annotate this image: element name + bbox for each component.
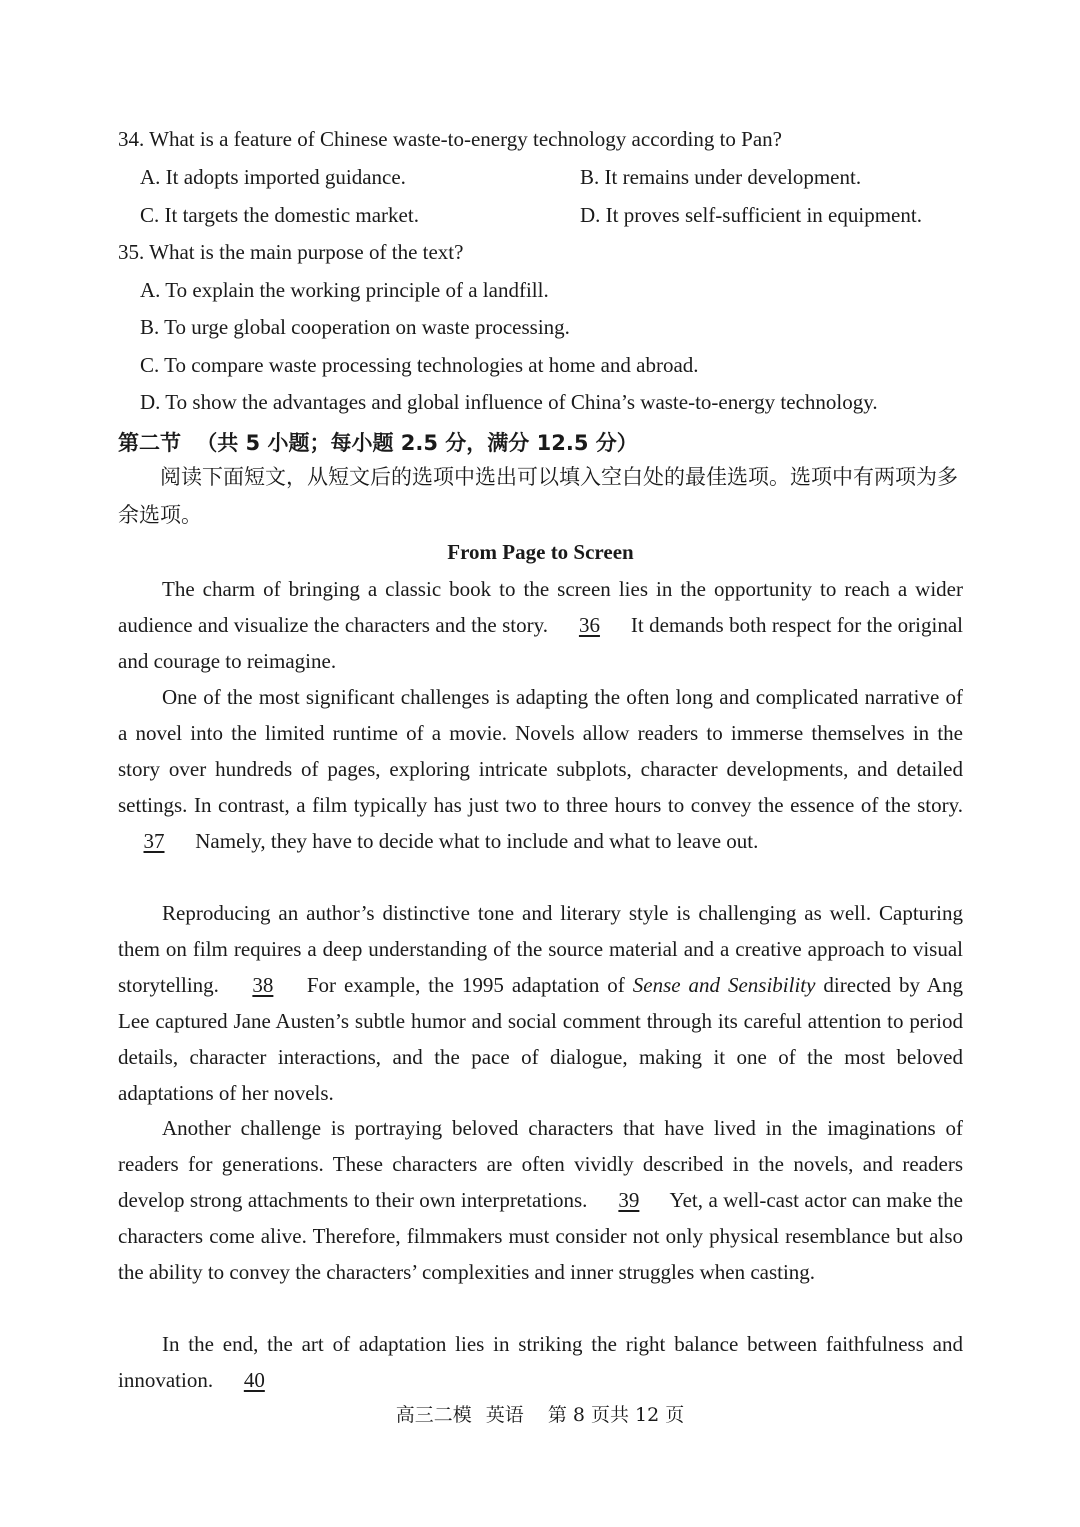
- question-34-option-d: D. It proves self-sufficient in equipment.: [580, 203, 922, 227]
- paragraph-3-text-c: directed by Ang Lee captured Jane Austen’s subtle humor and social comment through its careful attention to period details, character interactions, and the pace of dialogue, making it one of the most beloved adaptations of her novels.: [118, 973, 963, 1105]
- question-35-option-b: B. To urge global cooperation on waste processing.: [140, 315, 570, 339]
- paragraph-4-text-a: Another challenge is portraying beloved characters that have lived in the imaginations of readers for generations. These characters are often vividly described in the novels, and readers develop strong attachments to their own interpretations.: [118, 1116, 963, 1212]
- paragraph-4-text-b: Yet, a well-cast actor can make the characters come alive. Therefore, filmmakers must consider not only physical resemblance but also the ability to convey the characters’ complexities and inner struggles when casting.: [118, 1188, 963, 1284]
- blank-37: 37: [143, 829, 165, 853]
- footer-subject: 英语: [485, 1404, 524, 1426]
- paragraph-2-text-b: Namely, they have to decide what to include and what to leave out.: [190, 829, 759, 853]
- question-35-option-c: C. To compare waste processing technologies at home and abroad.: [140, 353, 699, 377]
- question-35-option-d: D. To show the advantages and global influence of China’s waste-to-energy technology.: [140, 390, 878, 414]
- page-footer: [0, 1400, 1080, 1427]
- paragraph-1-text-b: It demands both respect for the original and courage to reimagine.: [118, 613, 963, 673]
- passage-paragraph-3: [118, 895, 963, 1111]
- question-35-stem: 35. What is the main purpose of the text?: [118, 240, 464, 264]
- passage-title: From Page to Screen: [447, 540, 634, 564]
- passage-paragraph-1: [118, 571, 963, 679]
- blank-40: 40: [243, 1368, 265, 1392]
- passage-paragraph-5: [118, 1326, 963, 1398]
- paragraph-3-text-b: For example, the 1995 adaptation of: [298, 973, 633, 997]
- blank-38: 38: [252, 973, 274, 997]
- blank-39: 39: [618, 1188, 640, 1212]
- paragraph-2-text-a: One of the most significant challenges is adapting the often long and complicated narrative of a novel into the limited runtime of a movie. Novels allow readers to immerse themselves in the story over hundreds of pages, exploring intricate subplots, character developments, and detailed settings. In contrast, a film typically has just two to three hours to convey the essence of the story.: [118, 685, 963, 817]
- passage-paragraph-2: [118, 679, 963, 859]
- footer-exam-name: 高三二模: [395, 1404, 472, 1426]
- section-heading-scoring: （共 5 小题；每小题 2.5 分，满分 12.5 分）: [196, 431, 638, 455]
- paragraph-1-text-a: The charm of bringing a classic book to the screen lies in the opportunity to reach a wider audience and visualize the characters and the story.: [118, 577, 963, 637]
- film-title: Sense and Sensibility: [632, 973, 816, 997]
- question-34-option-c: C. It targets the domestic market.: [140, 203, 419, 227]
- question-34-option-a: A. It adopts imported guidance.: [140, 165, 406, 189]
- section-heading: [118, 427, 638, 457]
- section-heading-label: 第二节: [118, 431, 181, 455]
- paragraph-3-text-a: Reproducing an author’s distinctive tone and literary style is challenging as well. Capturing them on film requires a deep understanding of the source material and a creative approach to visual storytelling.: [118, 901, 963, 997]
- section-instruction: 阅读下面短文，从短文后的选项中选出可以填入空白处的最佳选项。选项中有两项为多余选项。: [118, 465, 958, 527]
- paragraph-5-text-a: In the end, the art of adaptation lies in striking the right balance between faithfulness and innovation.: [118, 1332, 963, 1392]
- question-35-option-a: A. To explain the working principle of a landfill.: [140, 278, 549, 302]
- footer-page-number: 第 8 页共 12 页: [547, 1404, 685, 1426]
- blank-36: 36: [578, 613, 600, 637]
- question-34-option-b: B. It remains under development.: [580, 165, 862, 189]
- passage-paragraph-4: [118, 1110, 963, 1290]
- question-34-stem: 34. What is a feature of Chinese waste-to-energy technology according to Pan?: [118, 127, 783, 151]
